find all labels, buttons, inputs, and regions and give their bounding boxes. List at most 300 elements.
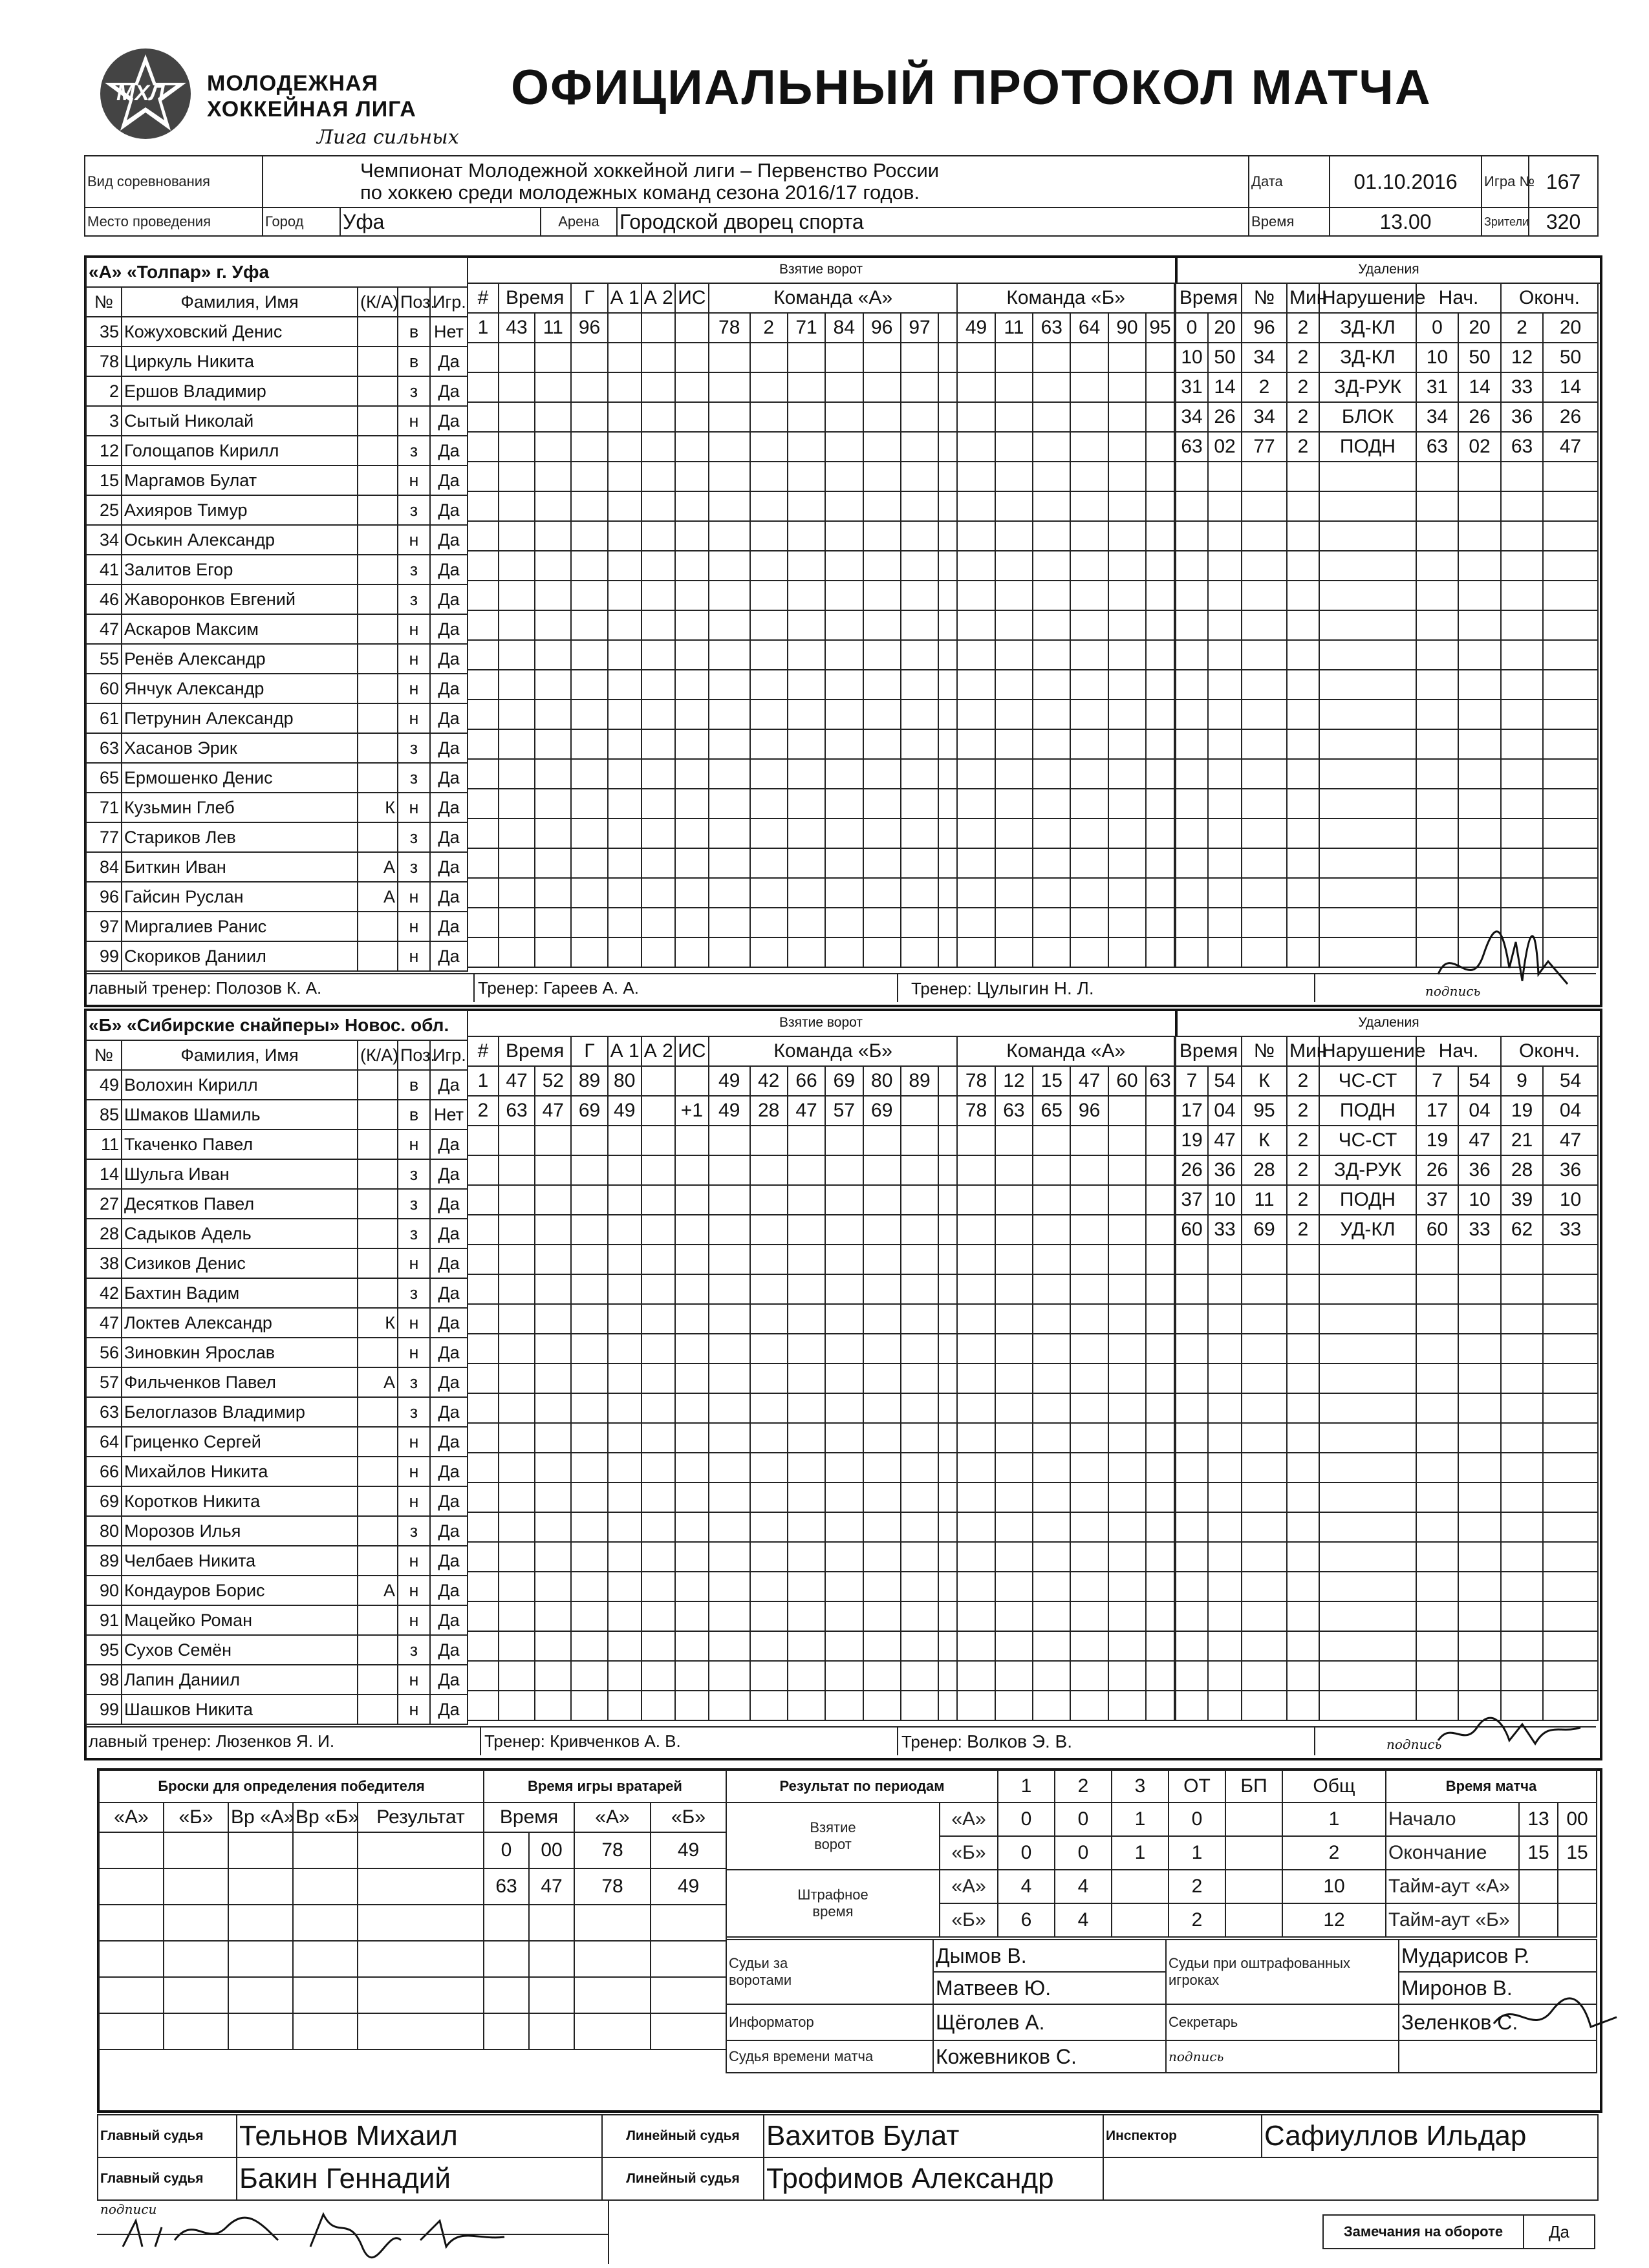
goal-empty-cell	[571, 1334, 607, 1364]
goal-empty-cell	[675, 372, 709, 402]
goal-empty-cell	[938, 610, 957, 640]
goal-empty-cell	[535, 1393, 571, 1423]
competition-name	[263, 156, 1249, 208]
penalty-empty-cell	[1543, 1245, 1598, 1274]
team-a-coach2	[897, 974, 1094, 1002]
goal-row	[468, 1393, 1174, 1423]
player-captain-mark: А	[358, 852, 398, 882]
goal-empty-cell	[901, 1245, 938, 1274]
goal-empty-cell	[468, 729, 499, 759]
penalty-empty-cell	[1543, 670, 1598, 700]
goal-empty-cell	[750, 878, 788, 908]
goal-empty-cell	[1033, 1126, 1070, 1155]
penalty-empty-cell	[1416, 491, 1458, 521]
penalty-empty-cell	[1176, 610, 1208, 640]
goal-empty-cell	[468, 640, 499, 670]
goal-empty-cell	[535, 581, 571, 610]
goal-empty-cell	[709, 1304, 750, 1334]
player-captain-mark	[358, 941, 398, 971]
goal-empty-cell	[641, 670, 675, 700]
goal-empty-cell	[571, 1274, 607, 1304]
player-name: Белоглазов Владимир	[122, 1397, 358, 1427]
player-position: з	[398, 852, 430, 882]
team-b-penalties-table	[1175, 1036, 1599, 1721]
goal-empty-cell	[1108, 1185, 1146, 1215]
goal-empty-cell	[995, 908, 1033, 937]
penalty-empty-cell	[1458, 1453, 1501, 1482]
goal-empty-cell	[608, 343, 641, 372]
goal-empty-cell	[1108, 1691, 1146, 1720]
goal-empty-cell	[825, 402, 863, 432]
goal-empty-cell	[1108, 640, 1146, 670]
player-position: в	[398, 317, 430, 347]
onice-own-player: 96	[863, 313, 901, 343]
goal-empty-cell	[571, 1215, 607, 1245]
goal-empty-cell	[675, 432, 709, 462]
goal-empty-cell	[571, 1364, 607, 1393]
penalty-infraction: ЗД-РУК	[1319, 1155, 1416, 1185]
goal-empty-cell	[750, 1126, 788, 1155]
goal-row	[468, 1304, 1174, 1334]
team-b-signature-label: подпись	[1386, 1737, 1442, 1752]
goal-empty-cell	[957, 640, 995, 670]
player-row	[86, 1665, 468, 1695]
goal-empty-cell	[709, 937, 750, 967]
player-row	[86, 1516, 468, 1546]
goal-empty-cell	[1033, 462, 1070, 491]
col-pen-time: Время	[1176, 283, 1242, 313]
goal-empty-cell	[608, 521, 641, 551]
goal-empty-cell	[825, 1245, 863, 1274]
goal-empty-cell	[675, 1393, 709, 1423]
goal-empty-cell	[995, 521, 1033, 551]
player-row	[86, 376, 468, 406]
penalty-start-sec: 04	[1458, 1096, 1501, 1126]
player-number: 80	[86, 1516, 122, 1546]
goal-empty-cell	[468, 1215, 499, 1245]
col-a2: А 2	[641, 1036, 675, 1066]
penalty-row	[1176, 372, 1598, 402]
penalty-empty-cell	[1242, 1661, 1287, 1691]
goal-empty-cell	[863, 432, 901, 462]
goals-a-p3: 1	[1112, 1803, 1169, 1836]
periods-table	[726, 1770, 1386, 1938]
penalty-empty-cell	[1242, 1334, 1287, 1364]
onice-opp-player: 64	[1070, 313, 1108, 343]
goal-empty-cell	[995, 432, 1033, 462]
penalty-empty-cell	[1176, 551, 1208, 581]
penalty-empty-cell	[1543, 1542, 1598, 1572]
onice-opp-player: 96	[1070, 1096, 1108, 1126]
player-number: 77	[86, 822, 122, 852]
goal-empty-cell	[995, 1364, 1033, 1393]
shootout-col-header: Результат	[358, 1803, 484, 1832]
player-captain-mark	[358, 822, 398, 852]
goal-empty-cell	[641, 432, 675, 462]
penalty-empty-cell	[1319, 1631, 1416, 1661]
player-name: Мацейко Роман	[122, 1605, 358, 1635]
goal-empty-cell	[901, 343, 938, 372]
goal-empty-cell	[468, 1482, 499, 1512]
penalty-empty-cell	[1176, 1274, 1208, 1304]
goal-empty-cell	[863, 462, 901, 491]
goal-empty-cell	[901, 1274, 938, 1304]
penalty-row	[1176, 1185, 1598, 1215]
player-name: Стариков Лев	[122, 822, 358, 852]
goalie-time-row	[484, 1941, 726, 1977]
goal-empty-cell	[608, 551, 641, 581]
penalty-row	[1176, 1066, 1598, 1096]
player-number: 89	[86, 1546, 122, 1576]
goal-empty-cell	[641, 1691, 675, 1720]
player-position: н	[398, 1338, 430, 1367]
goal-empty-cell	[1070, 1155, 1108, 1185]
goal-empty-cell	[468, 1155, 499, 1185]
goal-empty-cell	[499, 343, 535, 372]
match-time-table	[1385, 1770, 1597, 1938]
penalty-empty-cell	[1208, 1691, 1242, 1720]
goalie-empty-cell	[484, 1977, 529, 2013]
player-played: Да	[430, 495, 468, 525]
goal-empty-cell	[1033, 1393, 1070, 1423]
goal-empty-cell	[608, 1126, 641, 1155]
penalty-empty-cell	[1287, 1631, 1319, 1661]
penalty-empty-cell	[1543, 818, 1598, 848]
goal-empty-cell	[825, 848, 863, 878]
goal-empty-cell	[468, 610, 499, 640]
col-no: №	[86, 1040, 122, 1070]
goal-empty-cell	[995, 1631, 1033, 1661]
penalty-empty-cell	[1242, 937, 1287, 967]
goal-empty-cell	[938, 759, 957, 789]
player-row	[86, 1427, 468, 1457]
goal-empty-cell	[901, 1185, 938, 1215]
penalty-row	[1176, 700, 1598, 729]
penalty-empty-cell	[1208, 789, 1242, 818]
player-position: н	[398, 1576, 430, 1605]
penalty-start-min: 17	[1416, 1096, 1458, 1126]
goal-row	[468, 1601, 1174, 1631]
player-number: 47	[86, 614, 122, 644]
header-table	[84, 155, 1599, 237]
goal-empty-cell	[641, 1423, 675, 1453]
goal-empty-cell	[535, 372, 571, 402]
time-label: Время	[1249, 208, 1330, 236]
goal-empty-cell	[863, 729, 901, 759]
goal-empty-cell	[641, 1215, 675, 1245]
penalty-empty-cell	[1176, 759, 1208, 789]
penalty-empty-cell	[1176, 462, 1208, 491]
penalty-empty-cell	[1543, 789, 1598, 818]
col-pen-no: №	[1242, 1036, 1287, 1066]
goal-empty-cell	[675, 1364, 709, 1393]
goal-empty-cell	[1108, 670, 1146, 700]
game-label: Игра №	[1482, 156, 1529, 208]
goal-empty-cell	[535, 1601, 571, 1631]
goal-empty-cell	[1146, 462, 1174, 491]
goal-empty-cell	[535, 1542, 571, 1572]
officials-bottom-line	[97, 2234, 608, 2235]
penalty-empty-cell	[1287, 1691, 1319, 1720]
goal-empty-cell	[901, 551, 938, 581]
goal-empty-cell	[750, 1423, 788, 1453]
goal-empty-cell	[938, 1631, 957, 1661]
penalty-empty-cell	[1543, 759, 1598, 789]
goal-empty-cell	[709, 1482, 750, 1512]
goalie-time-row	[484, 1977, 726, 2013]
period-col-bp: БП	[1225, 1770, 1282, 1803]
player-number: 46	[86, 584, 122, 614]
penalty-start-sec: 14	[1458, 372, 1501, 402]
goal-empty-cell	[709, 789, 750, 818]
penalty-empty-cell	[1242, 1245, 1287, 1274]
penalty-empty-cell	[1176, 937, 1208, 967]
logo-emblem-text: МХЛ	[116, 81, 165, 105]
penalty-end-min: 2	[1501, 313, 1543, 343]
goal-row	[468, 1274, 1174, 1304]
penalty-empty-cell	[1287, 1364, 1319, 1393]
goal-empty-cell	[468, 551, 499, 581]
penalty-empty-cell	[1176, 670, 1208, 700]
penalty-row	[1176, 1155, 1598, 1185]
penalty-end-min: 36	[1501, 402, 1543, 432]
goal-empty-cell	[750, 848, 788, 878]
goal-empty-cell	[1146, 670, 1174, 700]
onice-own-player: 2	[750, 313, 788, 343]
player-row	[86, 793, 468, 822]
goal-empty-cell	[571, 551, 607, 581]
team-a-goals-table	[467, 283, 1175, 968]
goal-empty-cell	[750, 1215, 788, 1245]
goal-empty-cell	[1108, 729, 1146, 759]
goals-b-p3: 1	[1112, 1836, 1169, 1870]
penalty-empty-cell	[1176, 1482, 1208, 1512]
player-number: 25	[86, 495, 122, 525]
penalty-row	[1176, 521, 1598, 551]
goal-judge1: Дымов В.	[933, 1940, 1166, 1972]
pim-a-total: 10	[1282, 1870, 1386, 1903]
penalty-empty-cell	[1319, 1423, 1416, 1453]
onice-opp-player: 11	[995, 313, 1033, 343]
goal-empty-cell	[1033, 610, 1070, 640]
penalty-empty-cell	[1176, 1631, 1208, 1661]
penalty-empty-cell	[1416, 1393, 1458, 1423]
goal-row	[468, 1364, 1174, 1393]
player-played: Да	[430, 1427, 468, 1457]
onice-own-player	[901, 1096, 938, 1126]
goal-empty-cell	[709, 700, 750, 729]
goal-empty-cell	[1033, 1334, 1070, 1364]
goal-empty-cell	[1146, 1453, 1174, 1482]
goal-empty-cell	[788, 1542, 825, 1572]
penalty-empty-cell	[1458, 640, 1501, 670]
goal-empty-cell	[938, 432, 957, 462]
goal-empty-cell	[535, 937, 571, 967]
goal-empty-cell	[995, 1304, 1033, 1334]
goal-empty-cell	[938, 789, 957, 818]
goal-empty-cell	[863, 1393, 901, 1423]
goal-assist2	[641, 313, 675, 343]
goal-empty-cell	[788, 1572, 825, 1601]
goal-empty-cell	[571, 1185, 607, 1215]
goal-empty-cell	[499, 1691, 535, 1720]
goal-empty-cell	[788, 878, 825, 908]
penalty-empty-cell	[1176, 908, 1208, 937]
penalty-row	[1176, 551, 1598, 581]
goal-empty-cell	[750, 1393, 788, 1423]
goal-empty-cell	[608, 432, 641, 462]
goal-empty-cell	[641, 1126, 675, 1155]
goal-empty-cell	[499, 1185, 535, 1215]
penalty-empty-cell	[1416, 640, 1458, 670]
goal-empty-cell	[535, 1512, 571, 1542]
player-played: Да	[430, 347, 468, 376]
penalty-start-min: 34	[1416, 402, 1458, 432]
time-value: 13.00	[1330, 208, 1482, 236]
goal-empty-cell	[535, 848, 571, 878]
goal-empty-cell	[709, 908, 750, 937]
player-position: з	[398, 822, 430, 852]
goal-empty-cell	[1070, 1542, 1108, 1572]
period-col-total: Общ	[1282, 1770, 1386, 1803]
player-number: 71	[86, 793, 122, 822]
player-name: Аскаров Максим	[122, 614, 358, 644]
goal-empty-cell	[788, 432, 825, 462]
goal-empty-cell	[675, 1512, 709, 1542]
logo-line1: МОЛОДЕЖНАЯ	[207, 71, 378, 96]
goal-empty-cell	[535, 700, 571, 729]
penalty-empty-cell	[1416, 551, 1458, 581]
player-captain-mark	[358, 1635, 398, 1665]
penalty-empty-cell	[1543, 1572, 1598, 1601]
penalty-empty-cell	[1501, 581, 1543, 610]
player-number: 66	[86, 1457, 122, 1486]
goal-empty-cell	[825, 521, 863, 551]
city-value: Уфа	[340, 208, 541, 236]
periods-title: Результат по периодам	[726, 1770, 998, 1803]
penalty-empty-cell	[1176, 1572, 1208, 1601]
goal-minute: 63	[499, 1096, 535, 1126]
penalty-empty-cell	[1319, 1453, 1416, 1482]
penalty-empty-cell	[1208, 1274, 1242, 1304]
goal-empty-cell	[750, 372, 788, 402]
goal-empty-cell	[1070, 610, 1108, 640]
goal-empty-cell	[788, 1126, 825, 1155]
goal-empty-cell	[938, 1304, 957, 1334]
player-row	[86, 347, 468, 376]
goal-empty-cell	[750, 789, 788, 818]
goal-empty-cell	[863, 937, 901, 967]
penalty-empty-cell	[1416, 818, 1458, 848]
pim-b-p2: 4	[1055, 1903, 1112, 1937]
goal-empty-cell	[468, 908, 499, 937]
player-number: 56	[86, 1338, 122, 1367]
goalie-empty-cell	[574, 1941, 651, 1977]
goal-empty-cell	[608, 1393, 641, 1423]
goal-empty-cell	[825, 818, 863, 848]
goals-b-p2: 0	[1055, 1836, 1112, 1870]
player-row	[86, 614, 468, 644]
goal-row	[468, 1096, 1174, 1126]
goal-empty-cell	[675, 1661, 709, 1691]
penalty-second: 54	[1208, 1066, 1242, 1096]
penalty-empty-cell	[1208, 848, 1242, 878]
pim-b-p3	[1112, 1903, 1169, 1937]
goal-empty-cell	[535, 1364, 571, 1393]
penalty-empty-cell	[1458, 581, 1501, 610]
penalty-empty-cell	[1416, 700, 1458, 729]
goal-empty-cell	[675, 700, 709, 729]
goal-empty-cell	[995, 1334, 1033, 1364]
penalty-empty-cell	[1242, 1631, 1287, 1661]
player-position: з	[398, 555, 430, 584]
goal-empty-cell	[571, 1423, 607, 1453]
head-ref1: Тельнов Михаил	[237, 2115, 602, 2157]
player-captain-mark	[358, 1219, 398, 1248]
goal-row	[468, 1215, 1174, 1245]
goal-empty-cell	[641, 1185, 675, 1215]
penalty-empty-cell	[1208, 1542, 1242, 1572]
goal-empty-cell	[608, 848, 641, 878]
goal-empty-cell	[1108, 818, 1146, 848]
goal-empty-cell	[641, 610, 675, 640]
penalty-empty-cell	[1458, 1482, 1501, 1512]
onice-opp-player: 95	[1146, 313, 1174, 343]
onice-own-player: 28	[750, 1096, 788, 1126]
penalty-empty-cell	[1208, 1334, 1242, 1364]
goal-empty-cell	[995, 670, 1033, 700]
penalty-empty-cell	[1416, 1661, 1458, 1691]
goal-empty-cell	[901, 1423, 938, 1453]
goal-empty-cell	[957, 908, 995, 937]
goal-empty-cell	[571, 372, 607, 402]
player-position: н	[398, 1457, 430, 1486]
penalty-empty-cell	[1458, 1334, 1501, 1364]
goal-empty-cell	[995, 1542, 1033, 1572]
goal-empty-cell	[825, 343, 863, 372]
goal-empty-cell	[641, 759, 675, 789]
goal-empty-cell	[608, 1601, 641, 1631]
goal-empty-cell	[901, 581, 938, 610]
goal-empty-cell	[995, 1661, 1033, 1691]
penalty-empty-cell	[1242, 789, 1287, 818]
penalty-empty-cell	[1208, 462, 1242, 491]
goal-empty-cell	[675, 581, 709, 610]
penalty-empty-cell	[1319, 759, 1416, 789]
player-name: Ахияров Тимур	[122, 495, 358, 525]
player-name: Ершов Владимир	[122, 376, 358, 406]
penalty-empty-cell	[1543, 1393, 1598, 1423]
penalty-empty-cell	[1242, 759, 1287, 789]
player-played: Да	[430, 525, 468, 555]
penalty-empty-cell	[1287, 878, 1319, 908]
penalty-row	[1176, 1096, 1598, 1126]
penalty-empty-cell	[1319, 551, 1416, 581]
goal-empty-cell	[608, 1542, 641, 1572]
goal-empty-cell	[535, 1572, 571, 1601]
goal-empty-cell	[750, 759, 788, 789]
goal-number: 2	[468, 1096, 499, 1126]
player-played: Да	[430, 822, 468, 852]
penalty-empty-cell	[1287, 908, 1319, 937]
penalty-empty-cell	[1319, 670, 1416, 700]
goal-empty-cell	[571, 1245, 607, 1274]
player-row	[86, 674, 468, 703]
goal-empty-cell	[499, 610, 535, 640]
penalty-empty-cell	[1416, 729, 1458, 759]
penalty-infraction: ЧС-СТ	[1319, 1066, 1416, 1096]
goal-number: 1	[468, 1066, 499, 1096]
